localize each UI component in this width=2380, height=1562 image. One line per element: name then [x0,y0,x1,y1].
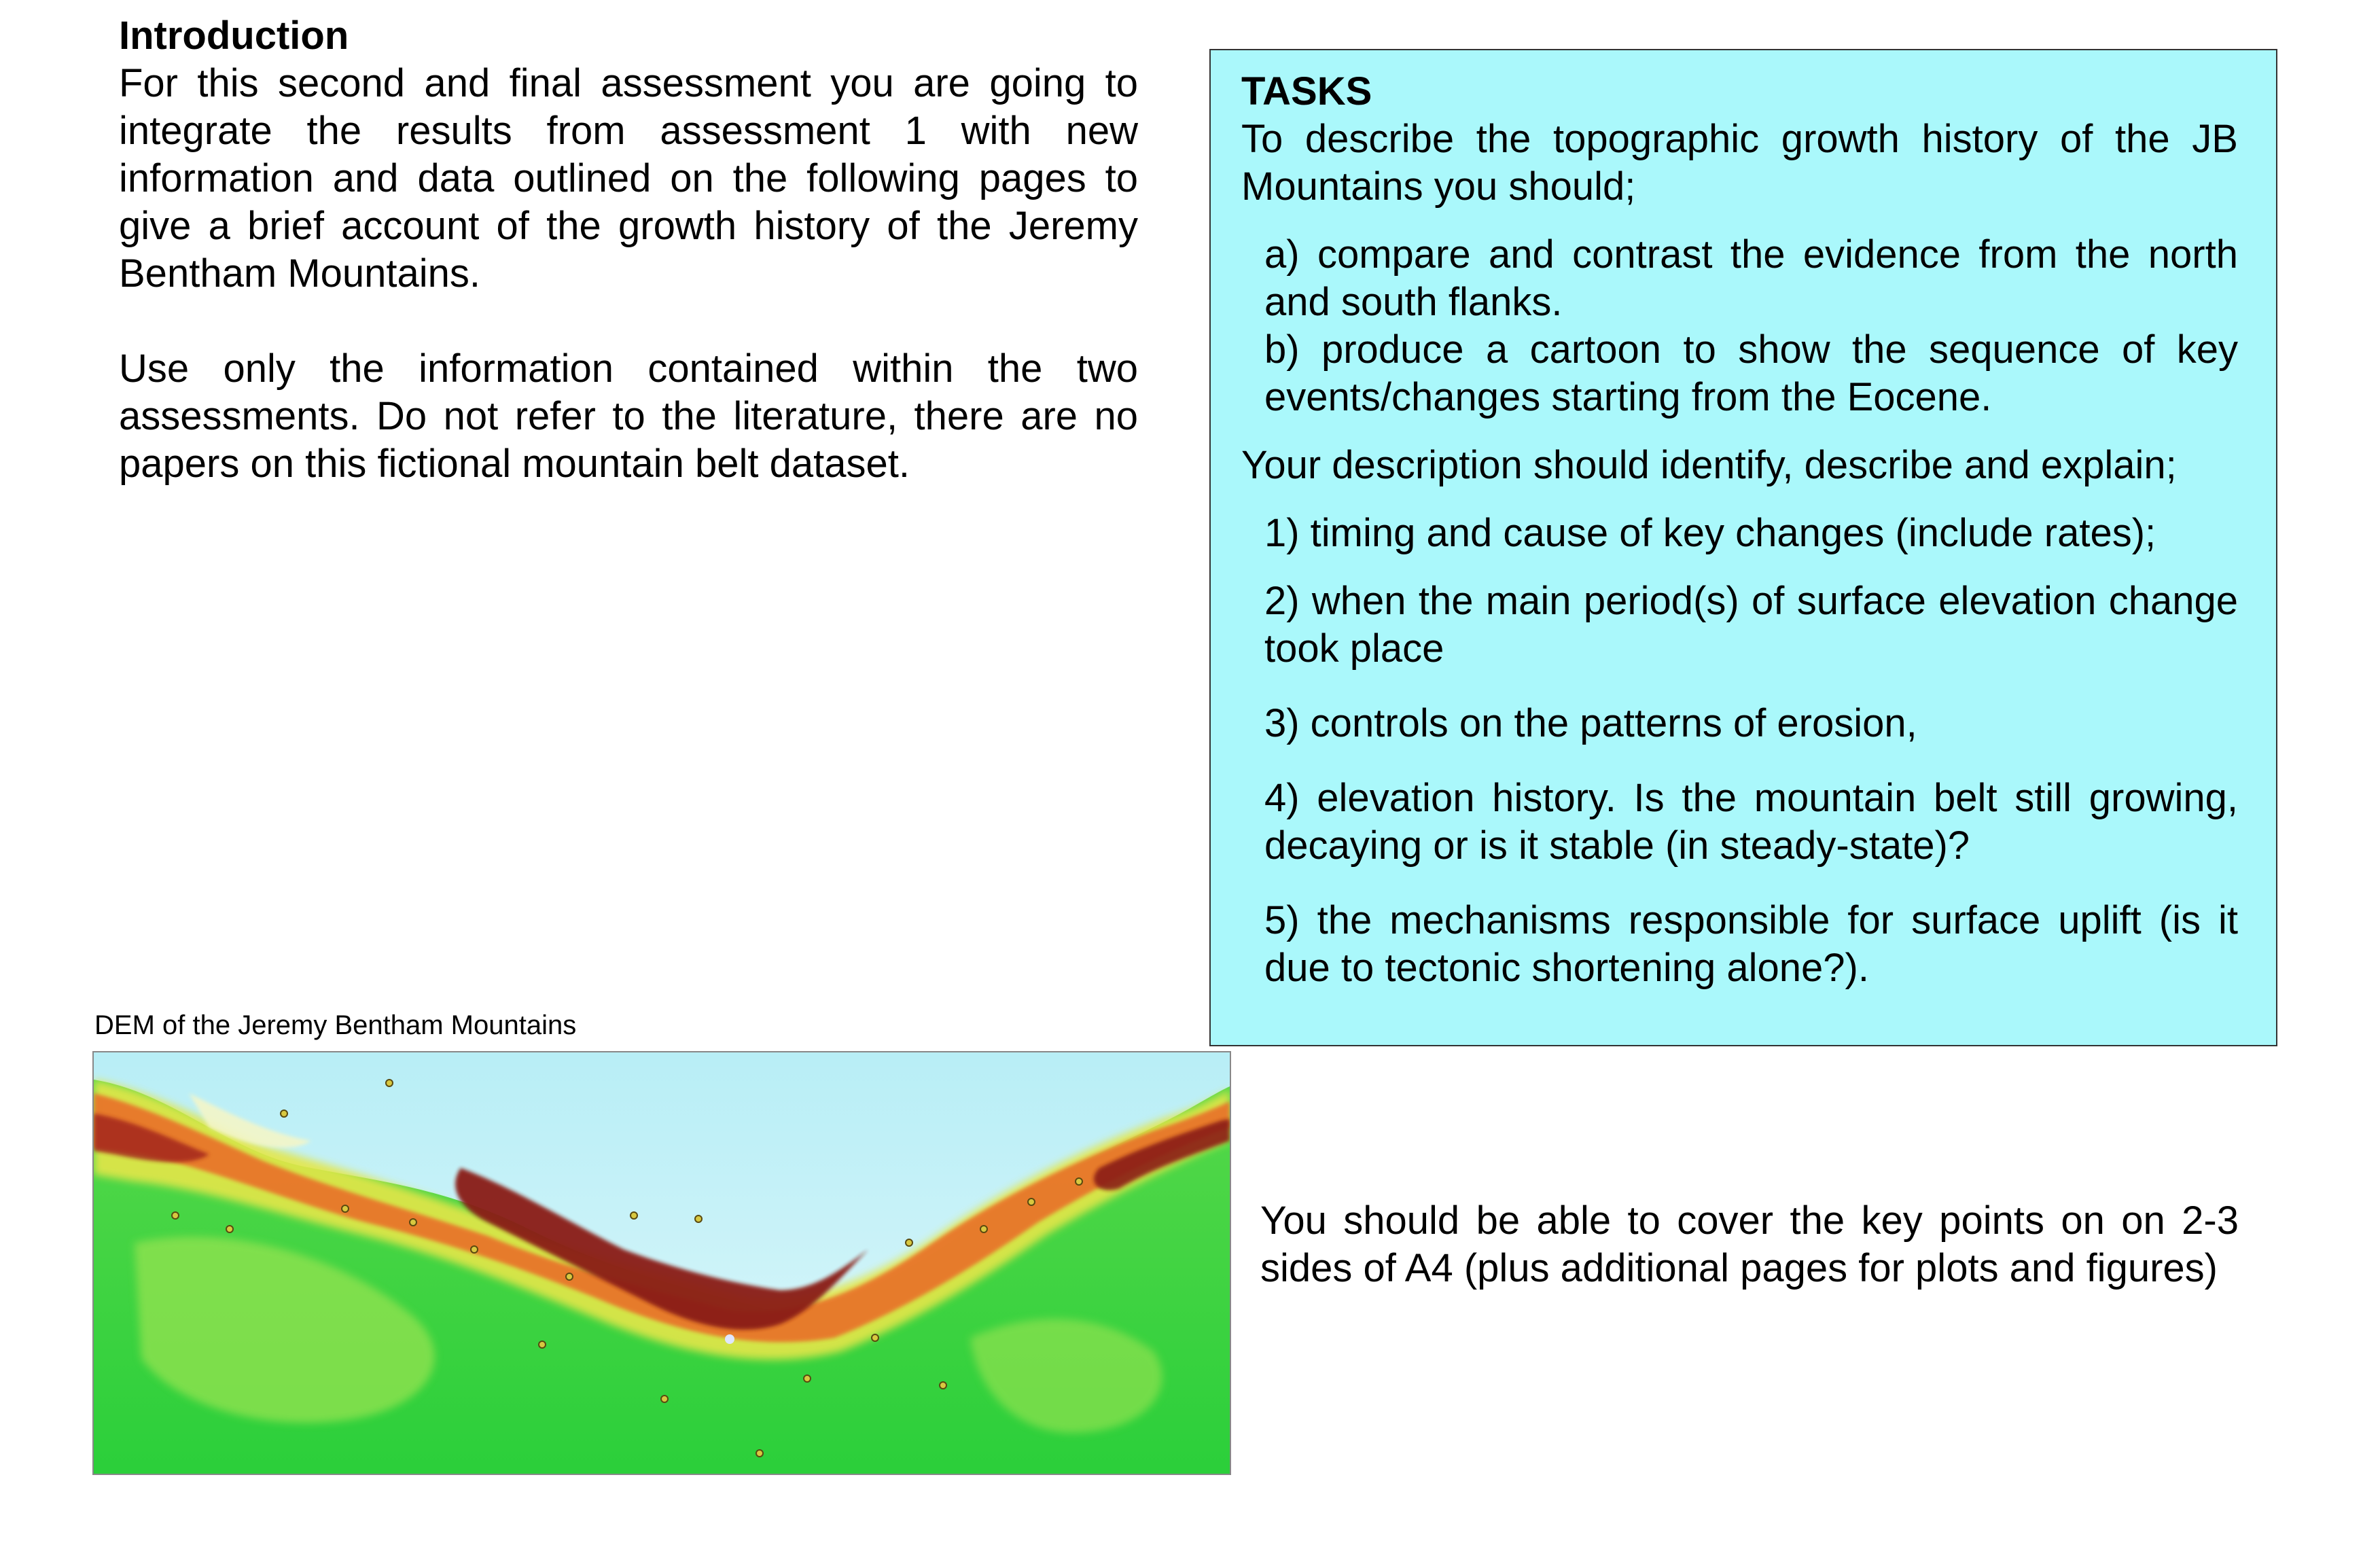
task-point-1: 1) timing and cause of key changes (include rates); [1264,511,2156,555]
dem-caption: DEM of the Jeremy Bentham Mountains [94,1010,577,1040]
sample-marker [410,1219,416,1226]
sample-marker [342,1205,349,1212]
sample-marker [980,1226,987,1232]
task-item-a: a) compare and contrast the evidence from the north and south flanks. [1264,232,2238,324]
sample-marker [756,1450,763,1457]
page-count-note: You should be able to cover the key points on on 2-3 sides of A4 (plus additional pages for plots and figures) [1260,1199,2239,1290]
sample-marker [281,1110,287,1117]
dem-map [92,1051,1231,1475]
sample-marker [940,1382,946,1389]
sample-marker [1076,1178,1082,1185]
tasks-box [1209,49,2277,1046]
tasks-heading: TASKS [1241,69,1372,113]
description-lead: Your description should identify, describe and explain; [1241,443,2177,487]
sample-marker [630,1212,637,1219]
introduction-heading: Introduction [119,14,349,58]
sample-marker [539,1341,546,1348]
task-point-2: 2) when the main period(s) of surface elevation change took place [1264,579,2238,671]
sample-marker [566,1273,573,1280]
task-point-5: 5) the mechanisms responsible for surface uplift (is it due to tectonic shortening alone?). [1264,898,2238,990]
peak-marker [725,1334,734,1344]
introduction-paragraph-2: Use only the information contained within the two assessments. Do not refer to the literature, there are no papers on this fictional mountain belt dataset. [119,347,1138,486]
task-item-b: b) produce a cartoon to show the sequence of key events/changes starting from the Eocene. [1264,327,2238,419]
sample-marker [695,1215,702,1222]
sample-marker [661,1396,668,1402]
sample-marker [386,1080,393,1086]
sample-marker [226,1226,233,1232]
introduction-paragraph-1: For this second and final assessment you are going to integrate the results from assessment 1 with new information and data outlined on the following pages to give a brief account of the growth history of the Jeremy Bentham Mountains. [119,61,1138,296]
task-point-3: 3) controls on the patterns of erosion, [1264,701,1917,745]
sample-marker [471,1246,478,1253]
sample-marker [804,1375,811,1382]
task-point-4: 4) elevation history. Is the mountain belt still growing, decaying or is it stable (in steady-state)? [1264,776,2238,868]
introduction-section [119,12,1138,488]
sample-marker [1028,1199,1035,1205]
dem-map-image [94,1052,1230,1474]
sample-marker [172,1212,179,1219]
tasks-lead: To describe the topographic growth history of the JB Mountains you should; [1241,117,2238,209]
sample-marker [906,1239,912,1246]
sample-marker [872,1334,878,1341]
